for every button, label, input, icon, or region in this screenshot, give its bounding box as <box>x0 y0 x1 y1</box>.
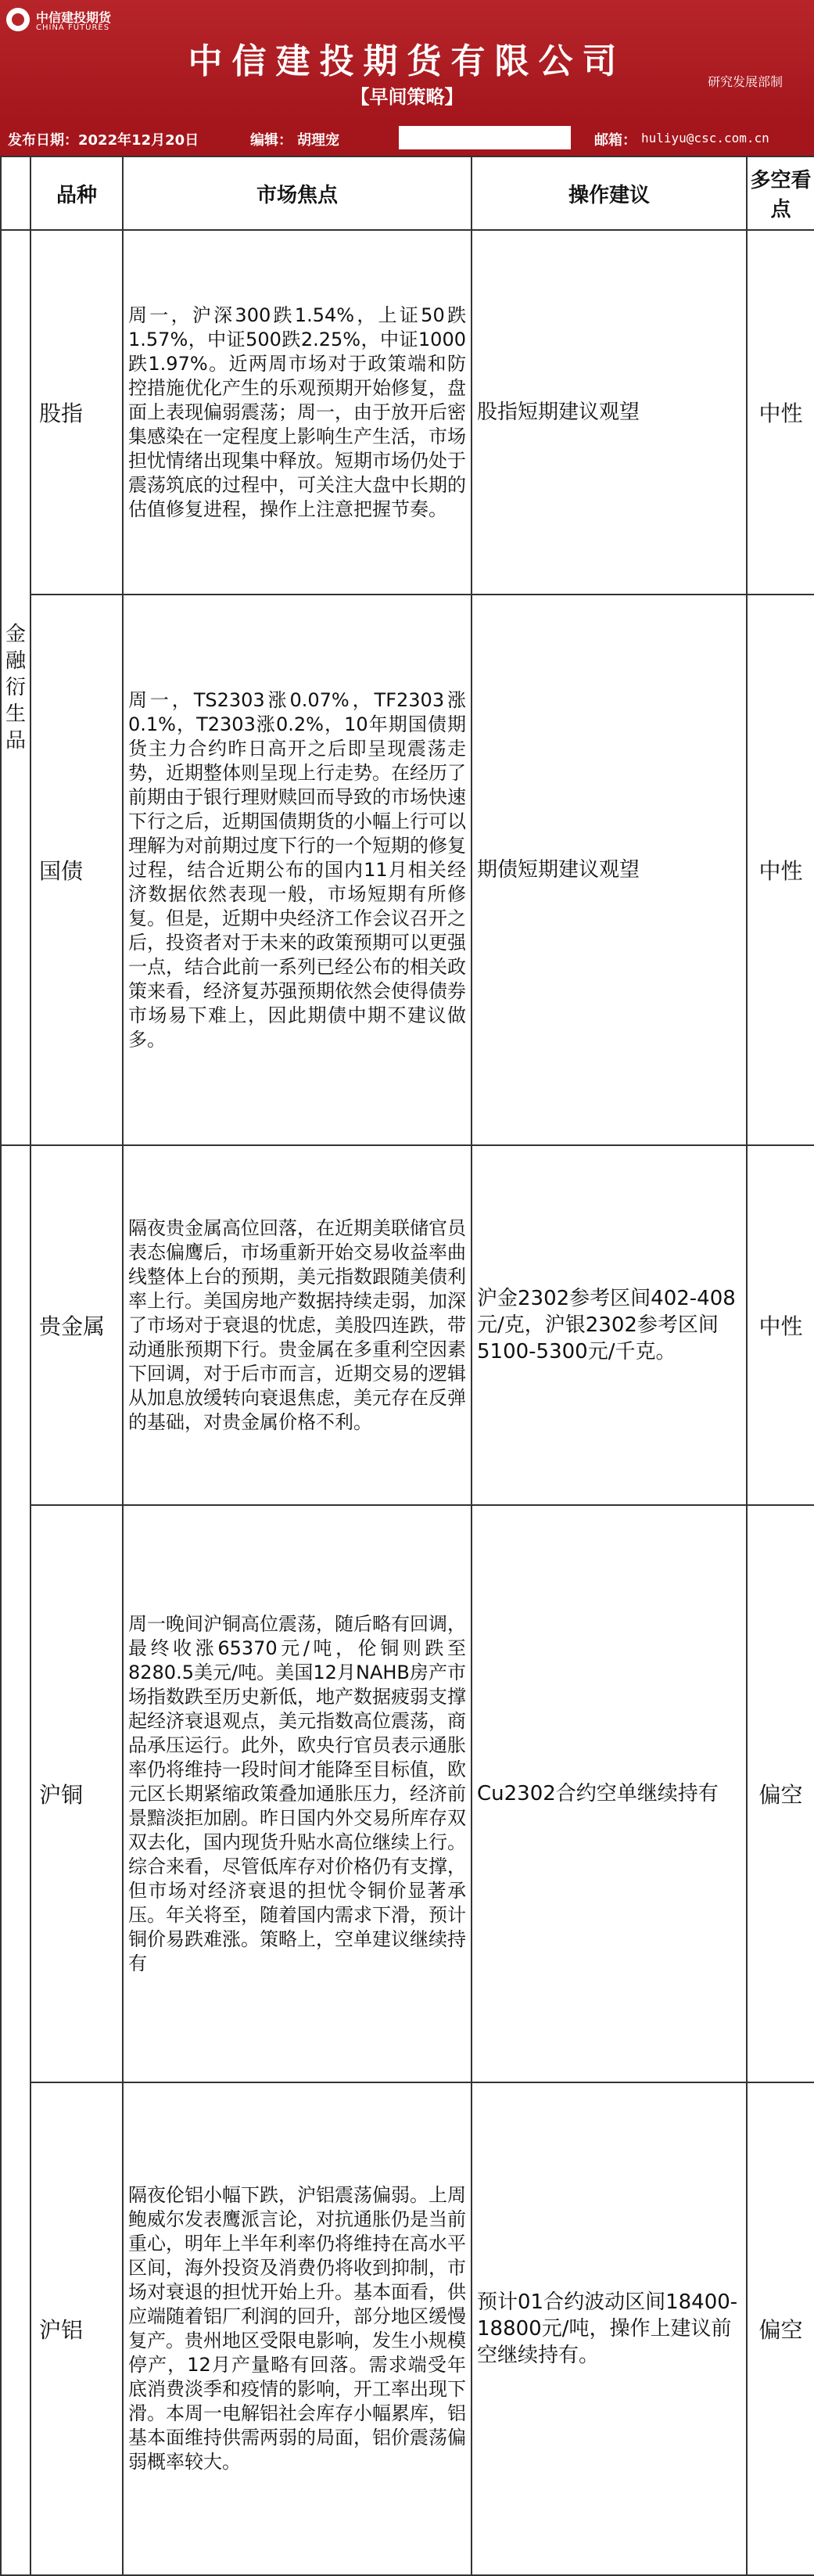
logo-cn: 中信建投期货 <box>36 10 112 25</box>
variety-cell: 贵金属 <box>30 1145 123 1505</box>
header-focus: 市场焦点 <box>123 156 472 230</box>
focus-cell: 周一，沪深300跌1.54%，上证50跌1.57%，中证500跌2.25%，中证1000跌1.97%。近两周市场对于政策端和防控措施优化产生的乐观预期开始修复，盘面上表现偏弱震荡；周一，由于放开后密集感染在一定程度上影响生产生活，市场担忧情绪出现集中释放。短期市场仍处于震荡筑底的过程中，可关注大盘中长期的估值修复进程，操作上注意把握节奏。 <box>123 230 472 595</box>
variety-cell: 国债 <box>30 595 123 1145</box>
header-advice: 操作建议 <box>472 156 747 230</box>
publish-date: 发布日期：2022年12月20日 <box>8 132 199 149</box>
view-cell: 中性 <box>747 230 814 595</box>
view-cell: 偏空 <box>747 1505 814 2082</box>
table-row <box>1 1145 814 1505</box>
advice-cell: 沪金2302参考区间402-408元/克，沪银2302参考区间5100-5300元/千克。 <box>472 1145 747 1505</box>
header-category <box>1 156 30 230</box>
table-row <box>1 1505 814 2082</box>
header-banner <box>0 0 814 121</box>
email-address: huliyu@csc.com.cn <box>641 131 769 146</box>
table-row <box>1 230 814 595</box>
logo-en: CHINA FUTURES <box>36 23 110 32</box>
table-header-row <box>1 156 814 230</box>
department: 研究发展部制 <box>707 74 783 89</box>
editor-name: 胡理宠 <box>297 132 339 149</box>
email-label: 邮箱： <box>594 132 636 149</box>
variety-cell: 沪铝 <box>30 2082 123 2575</box>
editor-label: 编辑： <box>250 132 292 149</box>
focus-cell: 隔夜伦铝小幅下跌，沪铝震荡偏弱。上周鲍威尔发表鹰派言论，对抗通胀仍是当前重心，明年上半年利率仍将维持在高水平区间，海外投资及消费仍将收到抑制，市场对衰退的担忧开始上升。基本面看，供应端随着铝厂利润的回升，部分地区缓慢复产。贵州地区受限电影响，发生小规模停产，12月产量略有回落。需求端受年底消费淡季和疫情的影响，开工率出现下滑。本周一电解铝社会库存小幅累库，铝基本面维持供需两弱的局面，铝价震荡偏弱概率较大。 <box>123 2082 472 2575</box>
meta-bar <box>0 121 814 156</box>
advice-cell: 预计01合约波动区间18400-18800元/吨，操作上建议前空继续持有。 <box>472 2082 747 2575</box>
redacted-block <box>399 126 571 149</box>
company-title: 中信建投期货有限公司 <box>188 41 626 81</box>
view-cell: 中性 <box>747 1145 814 1505</box>
strategy-table <box>0 156 814 2576</box>
advice-cell: 期债短期建议观望 <box>472 595 747 1145</box>
category-cell: 金融衍生品 <box>1 230 30 1145</box>
variety-cell: 股指 <box>30 230 123 595</box>
header-variety: 品种 <box>30 156 123 230</box>
advice-cell: 股指短期建议观望 <box>472 230 747 595</box>
focus-cell: 周一，TS2303涨0.07%，TF2303涨0.1%，T2303涨0.2%，10年期国债期货主力合约昨日高开之后即呈现震荡走势，近期整体则呈现上行走势。在经历了前期由于银行理财赎回而导致的市场快速下行之后，近期国债期货的小幅上行可以理解为对前期过度下行的一个短期的修复过程，结合近期公布的国内11月相关经济数据依然表现一般，市场短期有所修复。但是，近期中央经济工作会议召开之后，投资者对于未来的政策预期可以更强一点，结合此前一系列已经公布的相关政策来看，经济复苏强预期依然会使得债券市场易下难上，因此期债中期不建议做多。 <box>123 595 472 1145</box>
table-row <box>1 2082 814 2575</box>
view-cell: 偏空 <box>747 2082 814 2575</box>
table-row <box>1 595 814 1145</box>
focus-cell: 周一晚间沪铜高位震荡，随后略有回调，最终收涨65370元/吨，伦铜则跌至8280.5美元/吨。美国12月NAHB房产市场指数跌至历史新低，地产数据疲弱支撑起经济衰退观点，美元指数高位震荡，商品承压运行。此外，欧央行官员表示通胀率仍将维持一段时间才能降至目标值，欧元区长期紧缩政策叠加通胀压力，经济前景黯淡拒加剧。昨日国内外交易所库存双双去化，国内现货升贴水高位继续上行。综合来看，尽管低库存对价格仍有支撑，但市场对经济衰退的担忧令铜价显著承压。年关将至，随着国内需求下滑，预计铜价易跌难涨。策略上，空单建议继续持有 <box>123 1505 472 2082</box>
focus-cell: 隔夜贵金属高位回落，在近期美联储官员表态偏鹰后，市场重新开始交易收益率曲线整体上台的预期，美元指数跟随美债利率上行。美国房地产数据持续走弱，加深了市场对于衰退的忧虑，美股四连跌，带动通胀预期下行。贵金属在多重利空因素下回调，对于后市而言，近期交易的逻辑从加息放缓转向衰退焦虑，美元存在反弹的基础，对贵金属价格不利。 <box>123 1145 472 1505</box>
category-cell <box>1 1145 30 2575</box>
logo-mark-icon <box>6 8 30 31</box>
advice-cell: Cu2302合约空单继续持有 <box>472 1505 747 2082</box>
variety-cell: 沪铜 <box>30 1505 123 2082</box>
header-view: 多空看点 <box>747 156 814 230</box>
view-cell: 中性 <box>747 595 814 1145</box>
report-subtitle: 【早间策略】 <box>350 86 464 108</box>
